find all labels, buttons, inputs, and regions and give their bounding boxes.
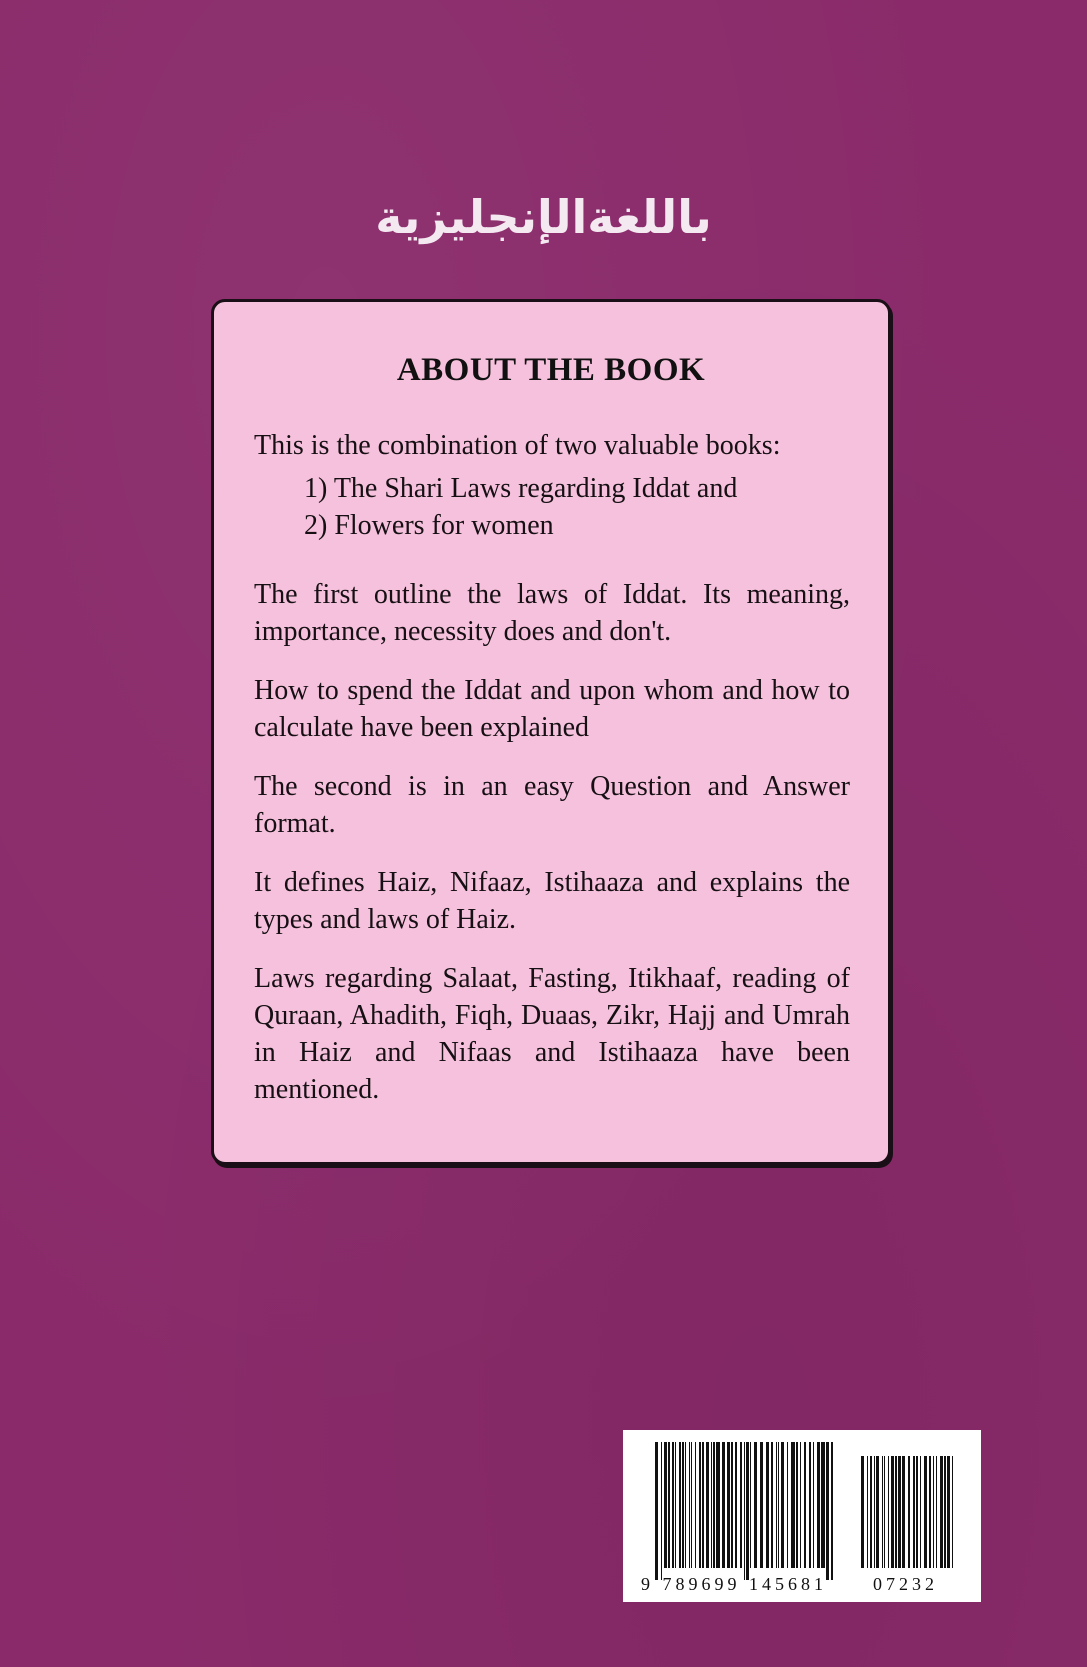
barcode-bar [750, 1442, 751, 1568]
barcode-bar [760, 1442, 763, 1568]
barcode-bar [876, 1456, 879, 1568]
barcode-bar [902, 1456, 905, 1568]
barcode-bar [891, 1456, 894, 1568]
barcode-bar [804, 1442, 806, 1568]
barcode-bar [796, 1442, 798, 1568]
isbn-number: 9 789699 145681 [641, 1574, 827, 1594]
barcode-bar [870, 1456, 872, 1568]
barcode-bar [754, 1442, 757, 1568]
barcode-bar [936, 1456, 937, 1568]
barcode-bar [861, 1456, 864, 1568]
barcode-bar [716, 1442, 720, 1568]
barcode-bar [661, 1442, 662, 1580]
barcode-bar [766, 1442, 769, 1568]
barcode-bar [778, 1442, 779, 1568]
paragraph: Laws regarding Salaat, Fasting, Itikhaaf, reading of Quraan, Ahadith, Fiqh, Duaas, Zikr, Hajj and Umrah in Haiz and Nifaas and Istihaaza have been mentioned. [254, 963, 850, 1105]
barcode-bar [867, 1456, 868, 1568]
barcode-bar [711, 1442, 712, 1568]
about-body [254, 427, 850, 1130]
barcode-bar [809, 1442, 811, 1568]
barcode-bar [908, 1456, 910, 1568]
barcode-bar [831, 1442, 833, 1580]
barcode-bar [791, 1442, 795, 1568]
barcode-bar [895, 1456, 897, 1568]
paragraph: It defines Haiz, Nifaaz, Istihaaza and explains the types and laws of Haiz. [254, 867, 850, 935]
barcode-bar [731, 1442, 733, 1568]
barcode-bar [813, 1442, 814, 1568]
barcode-bar [920, 1456, 921, 1568]
barcode-bar [689, 1442, 690, 1568]
paragraph: The second is in an easy Question and Answer format. [254, 771, 850, 839]
barcode-bar [913, 1456, 915, 1568]
barcode-bar [933, 1456, 934, 1568]
barcode-bar [685, 1442, 686, 1568]
barcode-bar [781, 1442, 784, 1568]
barcode-bar [874, 1456, 875, 1568]
barcode-bar [655, 1442, 658, 1580]
barcode-bar [787, 1442, 788, 1568]
barcode-bar [727, 1442, 730, 1568]
barcode-bar [882, 1456, 883, 1568]
barcode-bar [884, 1456, 885, 1568]
barcode-bar [691, 1442, 692, 1568]
barcode-bar [800, 1442, 801, 1568]
barcode-bar [771, 1442, 773, 1568]
price-addon-number: 07232 [873, 1574, 938, 1594]
intro-text: This is the combination of two valuable books: [254, 430, 781, 461]
barcode-bar [679, 1442, 681, 1568]
barcode-bar [888, 1456, 889, 1568]
arabic-title: باللغةالإنجليزية [375, 190, 712, 244]
barcode-bar [713, 1442, 715, 1568]
about-the-book-panel [211, 299, 891, 1165]
about-title: ABOUT THE BOOK [396, 352, 706, 388]
barcode-bar [735, 1442, 737, 1568]
barcode-bar [821, 1442, 825, 1568]
barcode-bar [944, 1456, 946, 1568]
barcode-bar [940, 1456, 943, 1568]
barcode-bar [947, 1456, 950, 1568]
barcode-bar [952, 1456, 953, 1568]
book-list-item: 1) The Shari Laws regarding Iddat and [304, 473, 738, 504]
barcode-bar [695, 1442, 696, 1568]
barcode-bar [898, 1456, 901, 1568]
barcode-bar [668, 1442, 670, 1568]
paragraph: How to spend the Iddat and upon whom and how to calculate have been explained [254, 675, 850, 743]
book-list [304, 470, 850, 544]
barcode-bar [706, 1442, 709, 1568]
barcode-bar [776, 1442, 777, 1568]
barcode-bar [916, 1456, 918, 1568]
barcode-bar [740, 1442, 742, 1568]
barcode-bar [699, 1442, 701, 1568]
barcode-bar [746, 1442, 749, 1580]
barcode-bar [672, 1442, 674, 1568]
barcode-bar [664, 1442, 667, 1568]
barcode-panel [623, 1430, 981, 1602]
barcode-bar [817, 1442, 820, 1568]
barcode-bar [682, 1442, 684, 1568]
barcode-bar [924, 1456, 927, 1568]
book-list-item: 2) Flowers for women [304, 510, 554, 541]
barcode-bar [744, 1442, 745, 1580]
barcode-bar [675, 1442, 676, 1568]
barcode-bar [929, 1456, 931, 1568]
barcode-bar [702, 1442, 704, 1568]
barcode-bar [722, 1442, 725, 1568]
paragraph: The first outline the laws of Iddat. Its meaning, importance, necessity does and don't. [254, 579, 850, 647]
barcode-bar [826, 1442, 829, 1580]
